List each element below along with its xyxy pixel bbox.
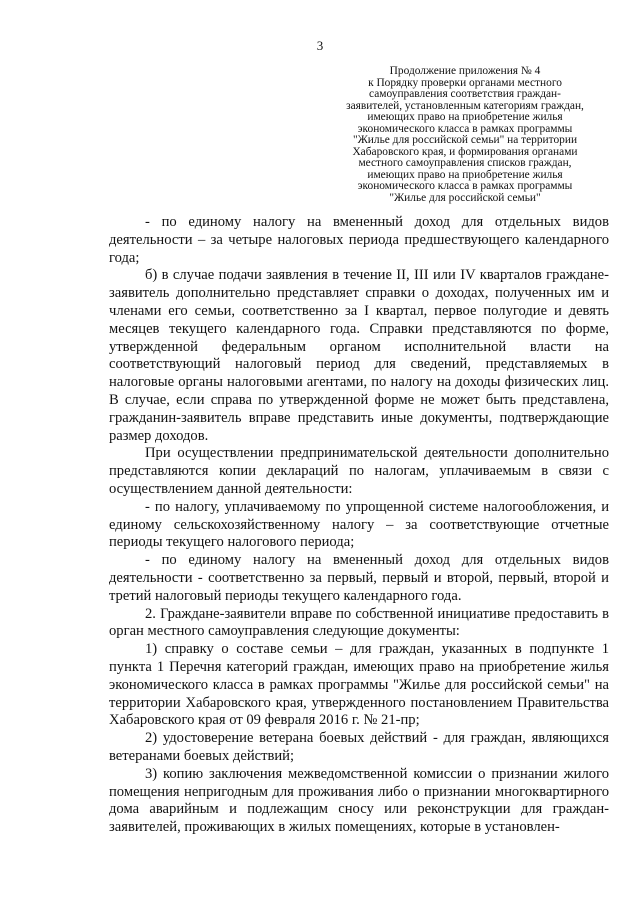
header-line: имеющих право на приобретение жилья	[367, 111, 563, 123]
document-body	[109, 214, 609, 837]
paragraph: 1) справку о составе семьи – для граждан, указанных в подпункте 1 пункта 1 Перечня категорий граждан, имеющих право на приобретение жилья экономического класса в рамках программы "Жилье для российской семьи" на территории Хабаровского края, утвержденного постановлением Правительства Хабаровского края от 09 февраля 2016 г. № 21-пр;	[109, 641, 609, 729]
header-line: экономического класса в рамках программы	[357, 122, 573, 135]
paragraph: - по единому налогу на вмененный доход для отдельных видов деятельности - соответственно за первый, первый и второй, первый, второй и третий налоговый периоды текущего календарного года.	[109, 552, 609, 604]
header-line: к Порядку проверки органами местного	[368, 76, 562, 89]
header-line: экономического класса в рамках программы	[357, 180, 573, 192]
header-line: имеющих право на приобретение жилья	[367, 168, 563, 181]
paragraph: - по налогу, уплачиваемому по упрощенной системе налогообложения, и единому сельскохозяйственному налогу – за соответствующие отчетные периоды текущего налогового периода;	[109, 498, 609, 551]
page-number: 3	[316, 38, 324, 53]
appendix-header	[335, 66, 595, 204]
paragraph: При осуществлении предпринимательской деятельности дополнительно представляются копии деклараций по налогам, уплачиваемым в связи с осуществлением данной деятельности:	[109, 445, 609, 497]
header-line: "Жилье для российской семьи" на территории	[352, 134, 578, 146]
paragraph: - по единому налогу на вмененный доход для отдельных видов деятельности – за четыре налоговых периода предшествующего календарного года;	[109, 214, 609, 266]
paragraph: 2) удостоверение ветерана боевых действий - для граждан, являющихся ветеранами боевых действий;	[109, 730, 609, 764]
paragraph: 2. Граждане-заявители вправе по собственной инициативе предоставить в орган местного самоуправления следующие документы:	[109, 605, 609, 640]
paragraph: б) в случае подачи заявления в течение II, III или IV кварталов граждане-заявитель дополнительно представляет справки о доходах, полученных им и членами его семьи, соответственно за I квартал, первое полугодие и девять месяцев текущего календарного года. Справки представляются по форме, утвержденной федеральным органом исполнительной власти на соответствующий налоговый период для сведений, представляемых в налоговые органы налоговыми агентами, по налогу на доходы физических лиц. В случае, если справа по утвержденной форме не может быть представлена, гражданин-заявитель вправе представить иные документы, подтверждающие размер доходов.	[109, 267, 609, 444]
header-line: Хабаровского края, и формирования органами	[352, 145, 578, 158]
header-line: "Жилье для российской семьи"	[389, 191, 541, 204]
header-line: местного самоуправления списков граждан,	[358, 157, 572, 169]
header-line: Продолжение приложения № 4	[389, 65, 541, 77]
header-line: заявителей, установленным категориям граждан,	[346, 99, 584, 112]
paragraph: 3) копию заключения межведомственной комиссии о признании жилого помещения непригодным для проживания либо о признании многоквартирного дома аварийным и подлежащим сносу или реконструкции для граждан-заявителей, проживающих в жилых помещениях, которые в установлен-	[109, 765, 609, 836]
header-line: самоуправления соответствия граждан-	[369, 88, 561, 100]
